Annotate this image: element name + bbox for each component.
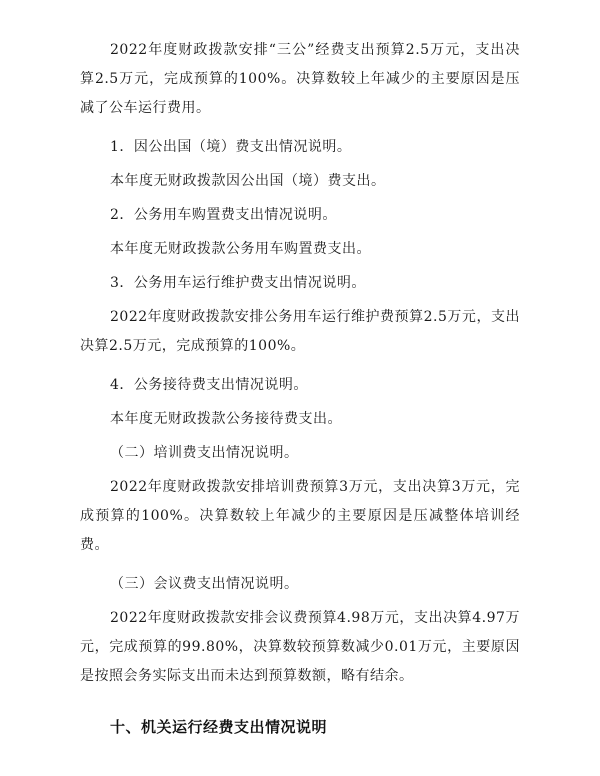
item-heading-meeting: （三）会议费支出情况说明。 — [110, 576, 299, 592]
paragraph-overseas-travel: 本年度无财政拨款因公出国（境）费支出。 — [110, 173, 386, 189]
paragraph-vehicle-purchase: 本年度无财政拨款公务用车购置费支出。 — [110, 241, 371, 257]
item-heading-overseas-travel: 1．因公出国（境）费支出情况说明。 — [110, 139, 352, 155]
item-heading-vehicle-purchase: 2．公务用车购置费支出情况说明。 — [110, 207, 337, 223]
paragraph-training: 2022年度财政拨款安排培训费预算3万元，支出决算3万元，完成预算的100%。决算数较上年减少的主要原因是压减整体培训经费。 — [80, 479, 520, 553]
paragraph-reception: 本年度无财政拨款公务接待费支出。 — [110, 411, 342, 427]
section-heading: 十、机关运行经费支出情况说明 — [110, 718, 328, 736]
item-heading-training: （二）培训费支出情况说明。 — [110, 445, 299, 461]
item-heading-reception: 4．公务接待费支出情况说明。 — [110, 377, 308, 393]
paragraph-meeting: 2022年度财政拨款安排会议费预算4.98万元，支出决算4.97万元，完成预算的99.80%，决算数较预算数减少0.01万元，主要原因是按照会务实际支出而未达到预算数额，略有结余。 — [80, 610, 520, 684]
paragraph-vehicle-operation: 2022年度财政拨款安排公务用车运行维护费预算2.5万元，支出决算2.5万元，完成预算的100%。 — [80, 309, 520, 354]
paragraph-three-public-summary: 2022年度财政拨款安排“三公”经费支出预算2.5万元，支出决算2.5万元，完成预算的100%。决算数较上年减少的主要原因是压减了公车运行费用。 — [80, 42, 520, 116]
item-heading-vehicle-operation: 3．公务用车运行维护费支出情况说明。 — [110, 275, 366, 291]
